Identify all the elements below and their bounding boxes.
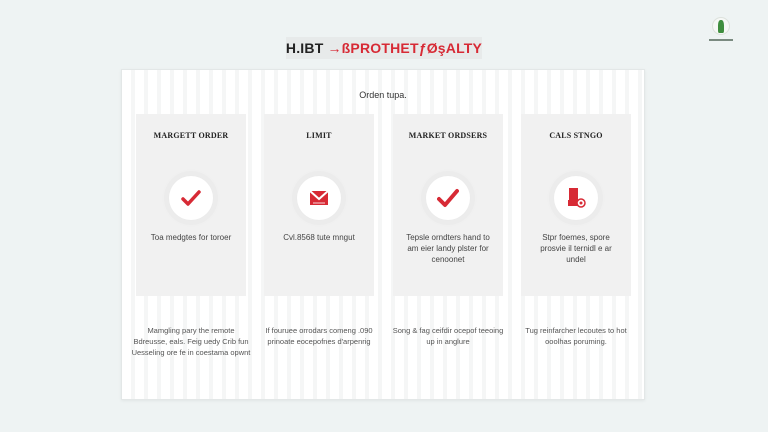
- order-card-market-orders[interactable]: [393, 114, 503, 296]
- card-title: MARGETT ORDER: [153, 131, 229, 140]
- page-title-accent: →ßPROTHETƒØşALTY: [327, 40, 483, 56]
- envelope-icon: [309, 190, 329, 206]
- card-title: MARKET ORDSERS: [408, 131, 488, 140]
- card-footnote: Tug reinfarcher lecoutes to hot ooolhas poruming.: [525, 326, 627, 346]
- card-title: CALS STNGO: [549, 131, 603, 140]
- card-title: LIMIT: [306, 131, 332, 140]
- card-footnote: If fouruee orrodars comeng .090 prinoate eocepofnes d'arpenrig: [265, 326, 373, 346]
- card-description: Tepsle orndters hand to am eier landy plster for cenoonet: [406, 233, 490, 264]
- card-icon-ring: [169, 176, 213, 220]
- card-description: Toa medgtes for toroer: [150, 233, 232, 242]
- order-card-market-order[interactable]: [136, 114, 246, 296]
- card-icon-ring: [426, 176, 470, 220]
- order-card-stop[interactable]: [521, 114, 631, 296]
- boot-stamp-icon: [565, 187, 587, 209]
- page-title: [286, 37, 482, 59]
- card-description: Cvl.8568 tute mngut: [283, 233, 355, 242]
- page-title-dark: H.IBT: [285, 40, 324, 56]
- checkmark-icon: [181, 189, 201, 207]
- brand-logo[interactable]: [709, 17, 733, 47]
- card-description: Stpr foemes, spore prosvie il ternidl e ar undel: [540, 233, 612, 264]
- card-footnote: Song & fag ceifdir ocepof teeoing up in anglure: [392, 326, 504, 346]
- order-types-panel: [121, 69, 645, 400]
- tree-glyph: [718, 20, 724, 33]
- card-footnote: Mamgling pary the remote Bdreusse, eals. Feig uedy Crib fun Uesseling ore fe in coestama opwnt: [131, 326, 251, 357]
- section-title: Orden tupa.: [359, 90, 407, 100]
- order-card-limit[interactable]: [264, 114, 374, 296]
- checkmark-icon: [437, 188, 459, 208]
- logo-tagline: [709, 39, 733, 41]
- card-icon-ring: [297, 176, 341, 220]
- card-icon-ring: [554, 176, 598, 220]
